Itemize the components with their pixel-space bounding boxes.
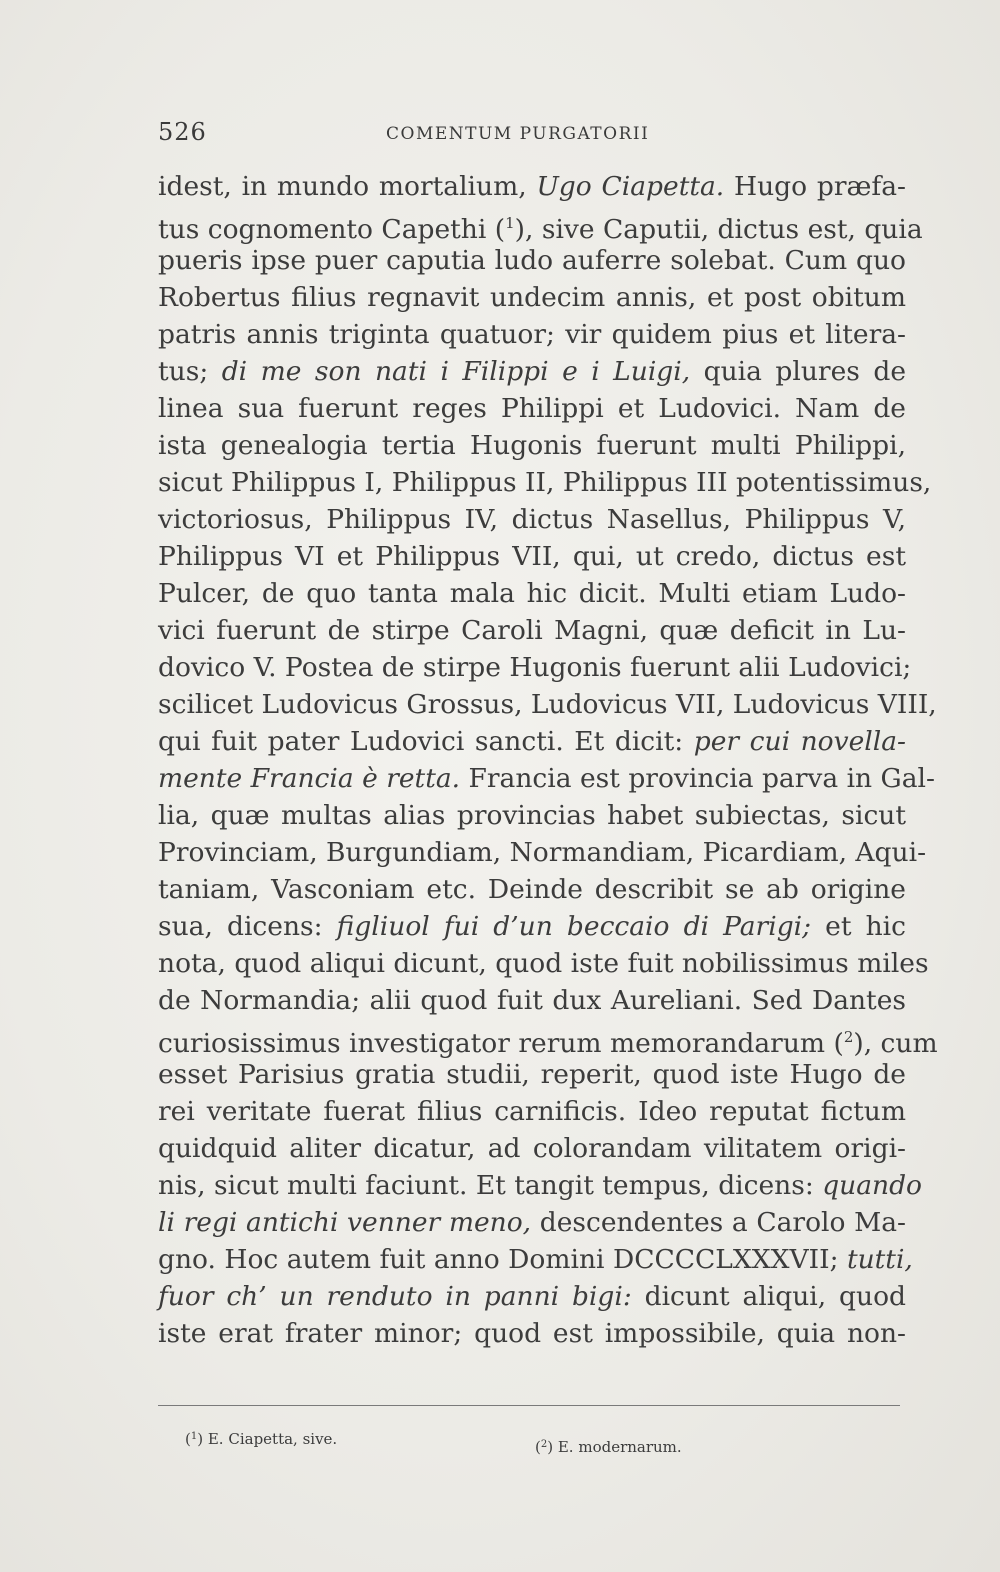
text-segment: gno. Hoc autem fuit anno Domini DCCCCLXXXVII; (158, 1244, 847, 1275)
text-line (158, 760, 935, 797)
text-segment: ), sive Caputii, dictus est, quia (514, 214, 923, 245)
text-line (158, 316, 906, 353)
text-segment: dovico V. Postea de stirpe Hugonis fuerunt alii Ludovici; (158, 652, 912, 683)
text-line (158, 538, 906, 575)
text-line (158, 1130, 906, 1167)
text-line (158, 168, 906, 205)
text-line (158, 797, 906, 834)
footnote-reference: 2 (843, 1028, 854, 1046)
italic-quote: per cui novella- (693, 726, 906, 757)
text-segment: esset Parisius gratia studii, reperit, quod iste Hugo de (158, 1059, 906, 1090)
text-line (158, 279, 906, 316)
text-segment: taniam, Vasconiam etc. Deinde describit se ab origine (158, 874, 906, 905)
text-line (158, 427, 906, 464)
text-line (158, 242, 906, 279)
footnote-text: E. modernarum. (557, 1438, 682, 1456)
text-segment: nota, quod aliqui dicunt, quod iste fuit nobilissimus miles (158, 948, 929, 979)
text-segment: descendentes a Carolo Ma- (531, 1207, 906, 1238)
text-line (158, 501, 906, 538)
text-line (158, 390, 906, 427)
text-line (158, 649, 912, 686)
text-segment: Robertus filius regnavit undecim annis, et post obitum (158, 282, 906, 313)
italic-quote: li regi antichi venner meno, (158, 1207, 532, 1238)
text-line (158, 1204, 906, 1241)
text-line (158, 1093, 906, 1130)
text-segment: et hic (811, 911, 906, 942)
italic-quote: fuor ch’ un renduto in panni bigi: (158, 1281, 632, 1312)
text-segment: pueris ipse puer caputia ludo auferre solebat. Cum quo (158, 245, 906, 276)
footnote-mark: 2 (540, 1439, 548, 1450)
text-segment: nis, sicut multi faciunt. Et tangit tempus, dicens: (158, 1170, 823, 1201)
text-line (158, 1241, 913, 1278)
text-segment: linea sua fuerunt reges Philippi et Ludovici. Nam de (158, 393, 906, 424)
footnote-reference: 1 (505, 214, 515, 232)
page-number: 526 (158, 118, 207, 146)
italic-quote: di me son nati i Filippi e i Luigi, (221, 356, 691, 387)
text-segment: ), cum (853, 1028, 938, 1059)
footnote-text: E. Ciapetta, sive. (207, 1430, 338, 1448)
text-segment: lia, quæ multas alias provincias habet subiectas, sicut (158, 800, 906, 831)
text-segment: vici fuerunt de stirpe Caroli Magni, quæ deficit in Lu- (158, 615, 906, 646)
text-segment: ista genealogia tertia Hugonis fuerunt multi Philippi, (158, 430, 906, 461)
text-segment: quidquid aliter dicatur, ad colorandam vilitatem origi- (158, 1133, 906, 1164)
text-segment: Francia est provincia parva in Gal- (460, 763, 935, 794)
text-line (158, 1278, 906, 1315)
text-segment: de Normandia; alii quod fuit dux Aureliani. Sed Dantes (158, 985, 906, 1016)
text-segment: tus cognomento Capethi ( (158, 214, 506, 245)
text-segment: rei veritate fuerat filius carnificis. Ideo reputat fictum (158, 1096, 906, 1127)
italic-quote: mente Francia è retta. (158, 763, 461, 794)
text-line (158, 575, 906, 612)
text-segment: idest, in mundo mortalium, (158, 171, 537, 202)
text-line (158, 871, 906, 908)
text-segment: curiosissimus investigator rerum memorandarum ( (158, 1028, 844, 1059)
footnote-1: ($^1$) E. Ciapetta, sive. (185, 1430, 338, 1448)
italic-quote: figliuol fui d’un beccaio di Parigi; (336, 911, 812, 942)
text-line (158, 612, 906, 649)
text-line (158, 1019, 938, 1059)
footnote-2: ($^2$) E. modernarum. (535, 1438, 682, 1456)
text-line (158, 464, 932, 501)
text-line (158, 834, 927, 871)
footnote-rule (158, 1405, 900, 1406)
text-line (158, 205, 923, 245)
text-segment: scilicet Ludovicus Grossus, Ludovicus VII, Ludovicus VIII, (158, 689, 937, 720)
text-line (158, 908, 906, 945)
text-line (158, 723, 906, 760)
text-segment: tus; (158, 356, 222, 387)
text-segment: iste erat frater minor; quod est impossibile, quia non- (158, 1318, 906, 1349)
italic-quote: Ugo Ciapetta. (536, 171, 725, 202)
text-segment: sicut Philippus I, Philippus II, Philippus III potentissimus, (158, 467, 932, 498)
footnotes (185, 1425, 885, 1465)
text-line (158, 353, 906, 390)
italic-quote: quando (822, 1170, 923, 1201)
text-segment: patris annis triginta quatuor; vir quidem pius et litera- (158, 319, 906, 350)
text-segment: sua, dicens: (158, 911, 337, 942)
text-segment: quia plures de (690, 356, 906, 387)
text-line (158, 1056, 906, 1093)
italic-quote: tutti, (846, 1244, 913, 1275)
text-segment: Philippus VI et Philippus VII, qui, ut credo, dictus est (158, 541, 906, 572)
text-line (158, 945, 929, 982)
body-text (158, 168, 938, 1352)
text-segment: victoriosus, Philippus IV, dictus Nasellus, Philippus V, (158, 504, 906, 535)
text-line (158, 1315, 906, 1352)
text-line (158, 1167, 923, 1204)
text-segment: Hugo præfa- (724, 171, 906, 202)
footnote-mark: 1 (190, 1431, 198, 1442)
text-segment: dicunt aliqui, quod (631, 1281, 906, 1312)
text-line (158, 982, 906, 1019)
text-segment: Pulcer, de quo tanta mala hic dicit. Multi etiam Ludo- (158, 578, 906, 609)
text-segment: Provinciam, Burgundiam, Normandiam, Picardiam, Aqui- (158, 837, 927, 868)
text-line (158, 686, 937, 723)
page-header (158, 118, 906, 158)
running-head: COMENTUM PURGATORII (386, 124, 650, 144)
text-segment: qui fuit pater Ludovici sancti. Et dicit: (158, 726, 694, 757)
